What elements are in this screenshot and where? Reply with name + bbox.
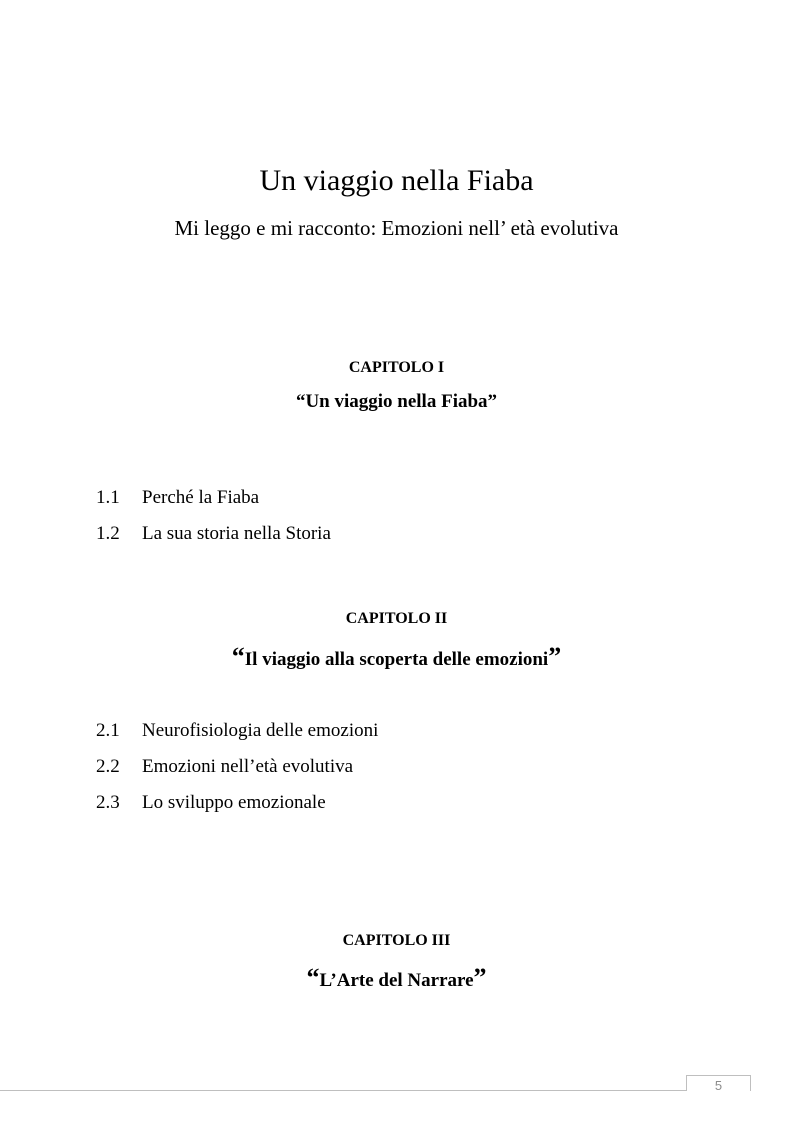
chapter-3-label: CAPITOLO III: [342, 932, 451, 949]
chapter-2-section-list: [96, 713, 378, 821]
section-item: [96, 713, 378, 749]
chapter-2-title-text: Il viaggio alla scoperta delle emozioni: [244, 649, 549, 670]
chapter-3-close-quote: ”: [473, 963, 487, 992]
chapter-3-title: [0, 963, 793, 994]
document-subtitle: Mi leggo e mi racconto: Emozioni nell’ età evolutiva: [174, 216, 619, 240]
section-item: [96, 785, 378, 821]
section-number: 2.1: [96, 720, 120, 741]
section-title: Lo sviluppo emozionale: [142, 792, 326, 813]
chapter-2-open-quote: “: [231, 642, 245, 671]
chapter-1-title-text: Un viaggio nella Fiaba: [305, 391, 488, 412]
footer-divider: [0, 1090, 686, 1091]
section-title: Perché la Fiaba: [142, 487, 260, 508]
document-title: Un viaggio nella Fiaba: [259, 164, 534, 197]
chapter-3-open-quote: “: [306, 963, 320, 992]
chapter-1-title: [0, 389, 793, 415]
section-number: 2.2: [96, 756, 120, 777]
section-item: [96, 480, 331, 516]
chapter-2-title: [0, 642, 793, 673]
chapter-3-title-text: L’Arte del Narrare: [319, 970, 474, 991]
section-number: 2.3: [96, 792, 120, 813]
section-title: La sua storia nella Storia: [142, 523, 331, 544]
chapter-2-label: CAPITOLO II: [345, 610, 448, 627]
section-number: 1.1: [96, 487, 120, 508]
page-number: 5: [686, 1075, 751, 1091]
chapter-2-close-quote: ”: [548, 642, 562, 671]
section-number: 1.2: [96, 523, 120, 544]
section-title: Emozioni nell’età evolutiva: [142, 756, 354, 777]
section-title: Neurofisiologia delle emozioni: [142, 720, 379, 741]
chapter-1-close-quote: ”: [487, 391, 498, 412]
section-item: [96, 749, 378, 785]
chapter-1-open-quote: “: [295, 391, 306, 412]
chapter-1-label: CAPITOLO I: [348, 359, 445, 376]
chapter-1-section-list: [96, 480, 331, 552]
section-item: [96, 516, 331, 552]
